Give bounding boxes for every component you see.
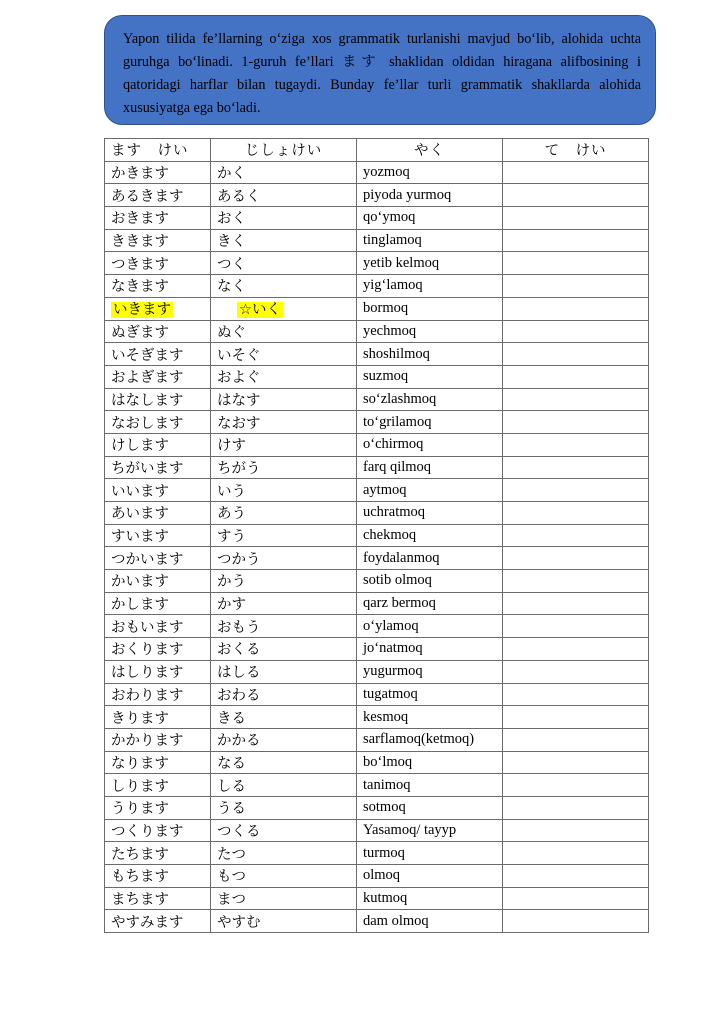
translation-cell: yechmoq xyxy=(357,320,503,343)
masu-form-cell: おきます xyxy=(105,207,211,230)
masu-form-cell: かきます xyxy=(105,161,211,184)
translation-cell: turmoq xyxy=(357,842,503,865)
te-form-cell xyxy=(503,388,649,411)
translation-cell: aytmoq xyxy=(357,479,503,502)
masu-form-cell: はなします xyxy=(105,388,211,411)
translation-cell: chekmoq xyxy=(357,524,503,547)
te-form-cell xyxy=(503,638,649,661)
te-form-cell xyxy=(503,433,649,456)
table-header-row xyxy=(105,139,649,162)
table-row xyxy=(105,184,649,207)
translation-cell: kutmoq xyxy=(357,887,503,910)
masu-form-cell: すいます xyxy=(105,524,211,547)
dictionary-form-cell: すう xyxy=(211,524,357,547)
translation-cell: shoshilmoq xyxy=(357,343,503,366)
table-row xyxy=(105,819,649,842)
dictionary-form-cell: つくる xyxy=(211,819,357,842)
table-row xyxy=(105,547,649,570)
translation-cell: sotmoq xyxy=(357,796,503,819)
te-form-cell xyxy=(503,229,649,252)
te-form-cell xyxy=(503,524,649,547)
te-form-cell xyxy=(503,660,649,683)
translation-cell: olmoq xyxy=(357,865,503,888)
translation-cell: sarflamoq(ketmoq) xyxy=(357,728,503,751)
te-form-cell xyxy=(503,592,649,615)
table-row xyxy=(105,706,649,729)
table-row xyxy=(105,433,649,456)
translation-cell: piyoda yurmoq xyxy=(357,184,503,207)
dictionary-form-cell: つく xyxy=(211,252,357,275)
masu-form-cell: いそぎます xyxy=(105,343,211,366)
translation-cell: jo‘natmoq xyxy=(357,638,503,661)
translation-cell: yozmoq xyxy=(357,161,503,184)
table-row xyxy=(105,207,649,230)
intro-callout xyxy=(104,15,656,125)
te-form-cell xyxy=(503,819,649,842)
highlighted-masu-form: いきます xyxy=(113,302,171,319)
masu-form-cell: ちがいます xyxy=(105,456,211,479)
dictionary-form-cell: たつ xyxy=(211,842,357,865)
te-form-cell xyxy=(503,161,649,184)
masu-form-cell: かいます xyxy=(105,570,211,593)
highlighted-dictionary-form: ☆いく xyxy=(239,302,281,319)
header-masu-form: ます けい xyxy=(105,139,211,162)
dictionary-form-cell: かく xyxy=(211,161,357,184)
te-form-cell xyxy=(503,502,649,525)
dictionary-form-cell: およぐ xyxy=(211,365,357,388)
translation-cell: tanimoq xyxy=(357,774,503,797)
dictionary-form-cell: しる xyxy=(211,774,357,797)
translation-cell: farq qilmoq xyxy=(357,456,503,479)
dictionary-form-cell: ちがう xyxy=(211,456,357,479)
table-row xyxy=(105,229,649,252)
table-row xyxy=(105,479,649,502)
masu-form-cell: おくります xyxy=(105,638,211,661)
table-row xyxy=(105,161,649,184)
table-row xyxy=(105,275,649,298)
te-form-cell xyxy=(503,706,649,729)
table-row xyxy=(105,388,649,411)
translation-cell: bormoq xyxy=(357,297,503,320)
dictionary-form-cell: あるく xyxy=(211,184,357,207)
masu-form-cell: やすみます xyxy=(105,910,211,933)
translation-cell: dam olmoq xyxy=(357,910,503,933)
table-row xyxy=(105,297,649,320)
dictionary-form-cell: かす xyxy=(211,592,357,615)
table-row xyxy=(105,592,649,615)
masu-form-cell: うります xyxy=(105,796,211,819)
masu-form-cell: はしります xyxy=(105,660,211,683)
dictionary-form-cell: いそぐ xyxy=(211,343,357,366)
masu-form-cell: あいます xyxy=(105,502,211,525)
dictionary-form-cell: おくる xyxy=(211,638,357,661)
table-row xyxy=(105,615,649,638)
masu-form-cell: きります xyxy=(105,706,211,729)
dictionary-form-cell: かかる xyxy=(211,728,357,751)
te-form-cell xyxy=(503,683,649,706)
dictionary-form-cell: ぬぐ xyxy=(211,320,357,343)
dictionary-form-cell: きる xyxy=(211,706,357,729)
masu-form-cell: けします xyxy=(105,433,211,456)
dictionary-form-cell: やすむ xyxy=(211,910,357,933)
te-form-cell xyxy=(503,252,649,275)
te-form-cell xyxy=(503,547,649,570)
masu-form-cell: なります xyxy=(105,751,211,774)
dictionary-form-cell: もつ xyxy=(211,865,357,888)
masu-form-cell: およぎます xyxy=(105,365,211,388)
table-row xyxy=(105,683,649,706)
table-row xyxy=(105,524,649,547)
table-row xyxy=(105,842,649,865)
te-form-cell xyxy=(503,411,649,434)
translation-cell: suzmoq xyxy=(357,365,503,388)
translation-cell: so‘zlashmoq xyxy=(357,388,503,411)
table-row xyxy=(105,887,649,910)
translation-cell: sotib olmoq xyxy=(357,570,503,593)
te-form-cell xyxy=(503,842,649,865)
te-form-cell xyxy=(503,184,649,207)
dictionary-form-cell: つかう xyxy=(211,547,357,570)
table-row xyxy=(105,751,649,774)
header-te-form: て けい xyxy=(503,139,649,162)
table-row xyxy=(105,728,649,751)
translation-cell: Yasamoq/ tayyp xyxy=(357,819,503,842)
table-row xyxy=(105,910,649,933)
masu-form-cell: おわります xyxy=(105,683,211,706)
translation-cell: foydalanmoq xyxy=(357,547,503,570)
te-form-cell xyxy=(503,297,649,320)
te-form-cell xyxy=(503,207,649,230)
dictionary-form-cell: おもう xyxy=(211,615,357,638)
translation-cell: tinglamoq xyxy=(357,229,503,252)
intro-text: Yapon tilida fe’llarning o‘ziga xos grammatik turlanishi mavjud bo‘lib, alohida uchta guruhga bo‘linadi. 1-guruh fe’llari ます shaklidan oldidan hiragana alifbosining i qatoridagi harflar bilan tugaydi. Bunday fe’llar turli grammatik shakllarda alohida xususiyatga ega bo‘ladi. xyxy=(123,31,641,116)
masu-form-cell: もちます xyxy=(105,865,211,888)
te-form-cell xyxy=(503,728,649,751)
dictionary-form-cell: なおす xyxy=(211,411,357,434)
translation-cell: o‘ylamoq xyxy=(357,615,503,638)
table-row xyxy=(105,570,649,593)
translation-cell: uchratmoq xyxy=(357,502,503,525)
translation-cell: yig‘lamoq xyxy=(357,275,503,298)
masu-form-cell: つかいます xyxy=(105,547,211,570)
masu-form-cell: かかります xyxy=(105,728,211,751)
dictionary-form-cell: かう xyxy=(211,570,357,593)
masu-form-cell: なきます xyxy=(105,275,211,298)
dictionary-form-cell: いう xyxy=(211,479,357,502)
dictionary-form-cell: おく xyxy=(211,207,357,230)
masu-form-cell: たちます xyxy=(105,842,211,865)
header-dictionary-form: じしょけい xyxy=(211,139,357,162)
dictionary-form-cell: あう xyxy=(211,502,357,525)
table-row xyxy=(105,774,649,797)
dictionary-form-cell: おわる xyxy=(211,683,357,706)
masu-form-cell: ぬぎます xyxy=(105,320,211,343)
te-form-cell xyxy=(503,751,649,774)
table-row xyxy=(105,660,649,683)
te-form-cell xyxy=(503,796,649,819)
dictionary-form-cell: まつ xyxy=(211,887,357,910)
translation-cell: bo‘lmoq xyxy=(357,751,503,774)
te-form-cell xyxy=(503,865,649,888)
masu-form-cell: つきます xyxy=(105,252,211,275)
masu-form-cell: しります xyxy=(105,774,211,797)
translation-cell: qarz bermoq xyxy=(357,592,503,615)
table-row xyxy=(105,865,649,888)
masu-form-cell xyxy=(105,297,211,320)
translation-cell: o‘chirmoq xyxy=(357,433,503,456)
dictionary-form-cell: はしる xyxy=(211,660,357,683)
translation-cell: qo‘ymoq xyxy=(357,207,503,230)
te-form-cell xyxy=(503,320,649,343)
masu-form-cell: つくります xyxy=(105,819,211,842)
table-row xyxy=(105,796,649,819)
masu-form-cell: いいます xyxy=(105,479,211,502)
te-form-cell xyxy=(503,774,649,797)
dictionary-form-cell xyxy=(211,297,357,320)
dictionary-form-cell: なる xyxy=(211,751,357,774)
masu-form-cell: おもいます xyxy=(105,615,211,638)
te-form-cell xyxy=(503,570,649,593)
te-form-cell xyxy=(503,615,649,638)
table-row xyxy=(105,638,649,661)
masu-form-cell: あるきます xyxy=(105,184,211,207)
dictionary-form-cell: きく xyxy=(211,229,357,252)
te-form-cell xyxy=(503,275,649,298)
header-translation: やく xyxy=(357,139,503,162)
dictionary-form-cell: けす xyxy=(211,433,357,456)
verb-table-body xyxy=(105,161,649,932)
table-row xyxy=(105,252,649,275)
te-form-cell xyxy=(503,365,649,388)
dictionary-form-cell: うる xyxy=(211,796,357,819)
verb-table xyxy=(104,138,649,933)
masu-form-cell: ききます xyxy=(105,229,211,252)
dictionary-form-cell: はなす xyxy=(211,388,357,411)
translation-cell: tugatmoq xyxy=(357,683,503,706)
table-row xyxy=(105,343,649,366)
translation-cell: kesmoq xyxy=(357,706,503,729)
te-form-cell xyxy=(503,910,649,933)
te-form-cell xyxy=(503,887,649,910)
table-row xyxy=(105,365,649,388)
table-row xyxy=(105,411,649,434)
masu-form-cell: なおします xyxy=(105,411,211,434)
translation-cell: yugurmoq xyxy=(357,660,503,683)
te-form-cell xyxy=(503,343,649,366)
translation-cell: yetib kelmoq xyxy=(357,252,503,275)
te-form-cell xyxy=(503,456,649,479)
te-form-cell xyxy=(503,479,649,502)
masu-form-cell: まちます xyxy=(105,887,211,910)
table-row xyxy=(105,502,649,525)
table-row xyxy=(105,320,649,343)
translation-cell: to‘grilamoq xyxy=(357,411,503,434)
dictionary-form-cell: なく xyxy=(211,275,357,298)
table-row xyxy=(105,456,649,479)
masu-form-cell: かします xyxy=(105,592,211,615)
